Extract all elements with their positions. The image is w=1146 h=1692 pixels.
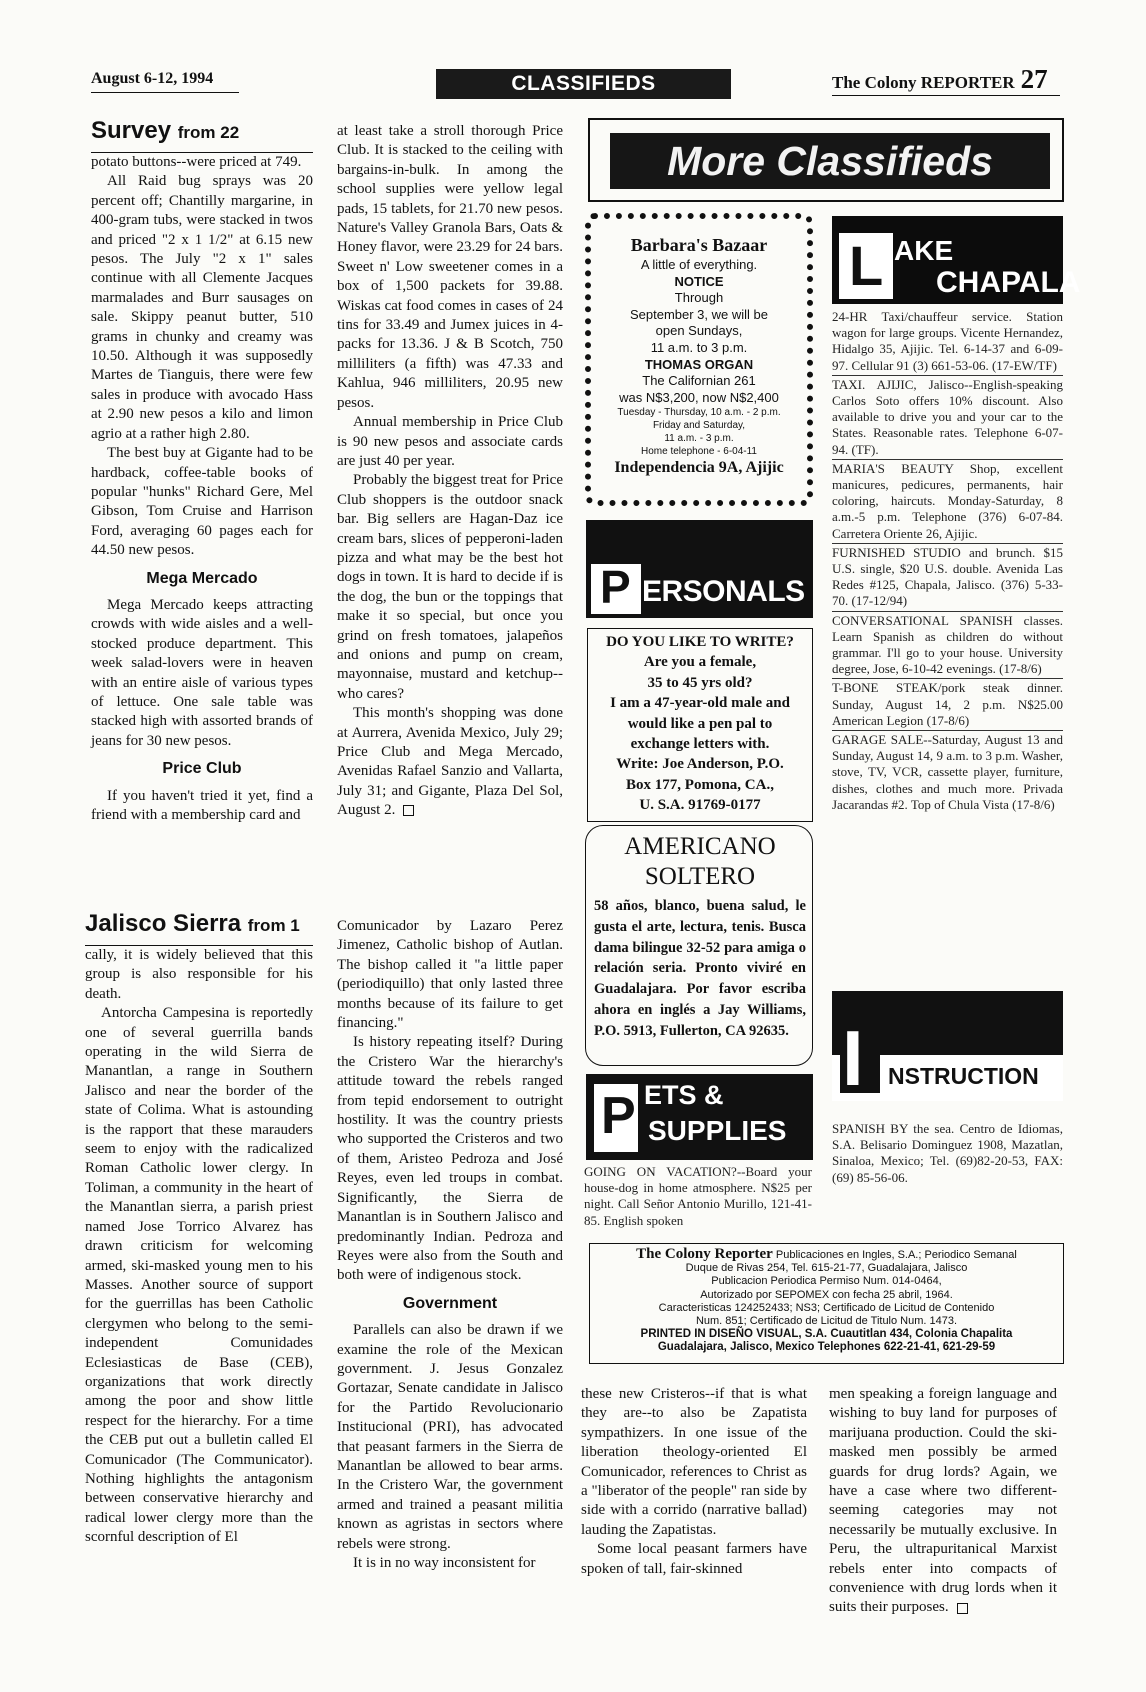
instruction-ad-text: SPANISH BY the sea. Centro de Idiomas, S.A. Belisario Dominguez 1908, Mazatlan, Sinaloa, Mexico; Tel. (69)82-20-53, FAX: (69) 85-56-06. <box>832 1121 1063 1185</box>
bazaar-hours: 11 a.m. - 3 p.m. <box>664 433 734 445</box>
imprint-line: Autorizado por SEPOMEX con fecha 25 abril, 1964. <box>700 1288 953 1301</box>
imprint-line: Duque de Rivas 254, Tel. 615-21-77, Guadalajara, Jalisco <box>685 1262 968 1275</box>
instruction-header <box>832 991 1063 1101</box>
article-paragraph: these new Cristeros--if that is what they are--to also be Zapatista sympathizers. In one issue of the liberation theology-oriented El Comunicador, references to Christ as a "liberator of the people" ran side by side with a corrido (narrative ballad) lauding the Zapatistas. <box>581 1386 807 1538</box>
paper-underline <box>832 95 1060 96</box>
article-paragraph: Parallels can also be drawn if we examine the role of the Mexican government. J. Jesus Gonzalez Gortazar, Senate candidate in Jalisco for the Partido Revolucionario Institucional (PRI), has advocated that peasant farmers in the Sierra de Manantlan be allowed to bear arms. In the Cristero War, the government armed and trained a peasant militia known as agristas in sectors where rebels were strong. <box>337 1322 563 1552</box>
jalisco-heading-text: Jalisco Sierra <box>85 910 242 937</box>
survey-heading-text: Survey <box>91 117 172 144</box>
survey-jump: from 22 <box>177 123 240 142</box>
jalisco-column-4 <box>829 1385 1057 1635</box>
pets-supplies-header <box>586 1074 813 1160</box>
personal-line: I am a 47-year-old male and <box>610 695 790 712</box>
pets-word: ETS & <box>644 1080 724 1110</box>
survey-column-1 <box>91 116 313 864</box>
instruction-initial: I <box>842 1014 864 1102</box>
ad-body: 58 años, blanco, buena salud, le gusta el arte, lectura, tenis. Busca dama bilingue 32-52 para amiga o relación seria. Pronto viviré en Guadalajara. Por favor escriba ahora en inglés a Jay Williams, P.O. 5913, Fullerton, CA 92635. <box>594 898 806 1039</box>
personal-line: Are you a female, <box>643 654 757 671</box>
pets-initial: P <box>601 1087 636 1145</box>
personals-word: ERSONALS <box>642 575 805 608</box>
article-paragraph: Some local peasant farmers have spoken of tall, fair-skinned <box>581 1541 807 1577</box>
jalisco-jump: from 1 <box>247 916 300 935</box>
imprint-paper-name: The Colony Reporter <box>636 1246 773 1262</box>
jalisco-column-3 <box>581 1385 807 1625</box>
more-classifieds-banner: More Classifieds <box>610 133 1050 189</box>
survey-heading <box>91 116 313 148</box>
pets-ad-text: GOING ON VACATION?--Board your house-dog in home atmosphere. N$25 per night. Call Señor Antonio Murillo, 121-41-85. English spoken <box>584 1164 812 1228</box>
classified-ad: FURNISHED STUDIO and brunch. $15 U.S. single, $20 U.S. double. Avenida Las Redes #125, Chapala, Jalisco. (376) 5-33-70. (17-12/94) <box>832 544 1063 612</box>
article-paragraph: Comunicador by Lazaro Perez Jimenez, Catholic bishop of Autlan. The bishop called it "a little paper (periodiquillo) that only lasted three months because of its failure to get financing." <box>337 918 563 1032</box>
imprint-line: Num. 851; Certificado de Licitud de Titulo Num. 1473. <box>695 1315 958 1328</box>
personal-ad <box>587 628 813 822</box>
imprint-title-line <box>590 1248 1063 1262</box>
paper-name <box>832 64 1048 95</box>
lake-initial: L <box>849 234 884 297</box>
article-paragraph: If you haven't tried it yet, find a friend with a membership card and <box>91 787 313 823</box>
lake-word: AKE <box>894 235 954 266</box>
lake-chapala-header <box>832 216 1081 304</box>
pets-ad <box>584 1163 812 1237</box>
bazaar-price: was N$3,200, now N$2,400 <box>619 389 779 405</box>
article-paragraph: potato buttons--were priced at 749. <box>91 154 302 170</box>
jalisco-column-2 <box>337 917 563 1629</box>
personal-line: 35 to 45 yrs old? <box>647 674 753 691</box>
personal-line: Write: Joe Anderson, P.O. <box>616 756 784 773</box>
end-mark <box>403 805 414 816</box>
personals-initial: P <box>600 561 631 613</box>
article-paragraph <box>337 704 563 820</box>
article-paragraph <box>829 1385 1057 1618</box>
imprint-line: Caracteristicas 124252433; NS3; Certificado de Licitud de Contenido <box>658 1301 995 1314</box>
classified-ad: CONVERSATIONAL SPANISH classes. Learn Spanish as children do without grammar. I'll go to your house. University degree, Jose, 6-10-42 evenings. (17-8/6) <box>832 612 1063 680</box>
imprint-contact: Guadalajara, Jalisco, Mexico Telephones 622-21-41, 621-29-59 <box>657 1341 996 1354</box>
bazaar-line: open Sundays, <box>655 323 743 339</box>
personal-line: exchange letters with. <box>630 736 770 753</box>
lake-chapala-ads <box>832 308 1063 980</box>
bazaar-phone: Home telephone - 6-04-11 <box>641 446 757 458</box>
ad-title: AMERICANO <box>624 833 776 860</box>
bazaar-line: 11 a.m. to 3 p.m. <box>650 339 748 355</box>
bazaar-item: THOMAS ORGAN <box>644 356 754 372</box>
publisher-imprint <box>589 1243 1064 1364</box>
article-paragraph: Annual membership in Price Club is 90 new pesos and associate cards are just 40 per year. <box>337 414 563 469</box>
article-paragraph: cally, it is widely believed that this group is also responsible for his death. <box>85 947 313 1002</box>
bazaar-line: The Californian 261 <box>642 373 756 389</box>
bazaar-line: September 3, we will be <box>629 306 768 322</box>
article-paragraph: at least take a stroll thorough Price Club. It is stacked to the ceiling with bargains-in-bulk. In among the school supplies were yellow legal pads, 15 tablets, for 21.70 new pesos. Nature's Valley Granola Bars, Oats & Honey flavor, were 23.29 for 24 bars. Sweet n' Low sweetener comes in a box of 1,500 packets for 39.88. Wiskas cat food comes in cases of 24 tins for 33.49 and Jumex juices in 4-packs for 13.36. J & B Scotch, 750 milliliters (a fifth) was 47.33 and Kahlua, 946 milliliters, 20.95 new pesos. <box>337 123 563 411</box>
article-paragraph: Antorcha Campesina is reportedly one of several guerrilla bands operating in the wild Sierra de Manantlan, a range in Southern Jalisco and near the border of the state of Colima. What is astounding is the rapport that these marauders seem to enjoy with the radicalized Roman Catholic lower clergy. In Toliman, a community in the heart of the Manantlan sierra, a parish priest named Jose Torrico Alvarez has drawn criticism for welcoming armed, ski-masked young men to his Masses. Another source of support for the guerrillas has been Catholic clergymen who belong to the semi-independent Comunidades Eclesiasticas de Base (CEB), organizations that work directly among the poor and show little respect for the hierarchy. For a time the CEB put out a bulletin called El Comunicador (The Communicator). Nothing highlights the antagonism between conservative hierarchy and radical lower clergy more than the scornful description of El <box>85 1005 313 1546</box>
personals-initial-box <box>591 561 641 614</box>
classified-ad: T-BONE STEAK/pork steak dinner. Sunday, August 14, 2 p.m. N$25.00 American Legion (17-8/6) <box>832 679 1063 731</box>
article-paragraph: It is in no way inconsistent for <box>353 1555 536 1571</box>
instruction-initial-cap <box>840 1014 880 1102</box>
article-paragraph: The best buy at Gigante had to be hardback, coffee-table books of popular "hunks" Richard Gere, Mel Gibson, Tom Cruise and Harrison Ford, averaging 60 pages each for 44.50 new pesos. <box>91 445 313 559</box>
issue-date: August 6-12, 1994 <box>91 70 214 87</box>
classified-ad: MARIA'S BEAUTY Shop, excellent manicures, pedicures, permanents, hair coloring, haircuts. Monday-Saturday, 8 a.m.-5 p.m. Telephone (376) 6-07-84. Carretera Oriente 26, Ajijic. <box>832 460 1063 544</box>
americano-soltero-ad <box>585 825 813 1066</box>
lake-word: CHAPALA <box>936 266 1081 299</box>
bazaar-line: A little of everything. <box>640 257 758 272</box>
personal-line: Box 177, Pomona, CA., <box>626 776 774 793</box>
imprint-publisher: Publicaciones en Ingles, S.A.; Periodico Semanal <box>775 1249 1017 1261</box>
page-number: 27 <box>1020 64 1048 94</box>
lake-initial-box <box>839 233 893 299</box>
jalisco-column-1 <box>85 909 313 1627</box>
date-underline <box>91 92 239 93</box>
survey-column-2 <box>337 122 563 900</box>
personal-line: would like a pen pal to <box>627 715 773 732</box>
classified-ad: GARAGE SALE--Saturday, August 13 and Sunday, August 14, 9 a.m. to 3 p.m. Washer, stove, TV, VCR, cassette player, furniture, dishes, clothes and much more. Privada Jacarandas #2. Top of Chula Vista (17-8/6) <box>832 732 1063 812</box>
classified-ad: 24-HR Taxi/chauffeur service. Station wagon for large groups. Vicente Hernandez, Hidalgo 35, Ajijic. Tel. 6-14-37 and 6-09-97. Cellular 91 (3) 661-53-06. (17-EW/TF) <box>832 308 1063 376</box>
pets-initial-box <box>594 1084 638 1152</box>
bazaar-name: Barbara's Bazaar <box>630 235 768 255</box>
subhead-government: Government <box>402 1294 498 1312</box>
instruction-ad <box>832 1120 1063 1214</box>
bazaar-line: Through <box>674 290 724 306</box>
article-text: This month's shopping was done at Aurrera, Avenida Mexico, July 29; Price Club and Mega Mercado, Avenidas Rafael Sanzio and Vallarta, July 31; and Gigante, Plaza Del Sol, August 2. <box>337 705 563 819</box>
bazaar-hours: Friday and Saturday, <box>652 420 746 432</box>
jalisco-heading <box>85 909 313 941</box>
article-text: men speaking a foreign language and wishing to buy land for purposes of marijuana production. Could the ski-masked men possibly be armed guards for drug lords? Again, we have a case where two different-seeming categories may not necessarily be mutually exclusive. In Peru, the ultrapuritanical Marxist rebels enter into compacts of convenience with drug lords when it suits their purposes. <box>829 1386 1057 1616</box>
article-paragraph: Mega Mercado keeps attracting crowds with wide aisles and a well-stocked produce department. This week salad-lovers were in heaven with an entire aisle of various types of lettuce. One sale table was stacked high with assorted brands of jeans for 30 new pesos. <box>91 596 313 749</box>
article-paragraph: Probably the biggest treat for Price Club shoppers is the outdoor snack bar. Big sellers are Hagan-Daz ice cream bars, slices of pepperoni-laden pizza and what may be the best hot dogs in town. It is hard to decide if is the dog, the bun or the toppings that make it so special, but once you grind on fresh tomatoes, jalapeños and onions and pump on cream, mayonnaise, mustard and ketchup--who cares? <box>337 472 563 702</box>
classified-ad: TAXI. AJIJIC, Jalisco--English-speaking Carlos Soto offers 10% discount. Also available to drive you and your car to the States. Reasonable rates. Telephone 6-07-94. (TF). <box>832 376 1063 460</box>
personals-header <box>586 520 813 618</box>
bazaar-address: Independencia 9A, Ajijic <box>614 459 784 477</box>
instruction-word: NSTRUCTION <box>888 1063 1039 1089</box>
article-paragraph: Is history repeating itself? During the Cristero War the hierarchy's attitude toward the rebels ranged from tepid endorsement to outright hostility. It was the country priests who supported the Cristeros and two of them, Aristeo Pedroza and José Reyes, even led troups in combat. Significantly, the Sierra de Manantlan is in Southern Jalisco and predominantly Indian. Pedroza and Reyes were also from the South and both were of indigenous stock. <box>337 1034 563 1284</box>
ad-title: SOLTERO <box>644 863 756 890</box>
subhead-mega-mercado: Mega Mercado <box>146 569 258 587</box>
bazaar-notice: NOTICE <box>674 273 724 289</box>
article-paragraph: All Raid bug sprays was 20 percent off; Chantilly margarine, in 400-gram tubs, were stacked in twos and priced "2 x 1 1/2" at 6.15 new pesos. The July "2 x 1" sales continue with all Clemente Jacques marmalades and Burr sausages on sale. Skippy peanut butter, 510 grams in chunky and creamy was 10.50. Although it was supposedly Martes de Tianguis, there were few sales in produce with avocado Hass at 2.90 new pesos a kilo and limon agrio at a rather high 2.80. <box>91 173 313 442</box>
imprint-printer: PRINTED IN DISEÑO VISUAL, S.A. Cuautitlan 434, Colonia Chapalita <box>640 1328 1013 1341</box>
end-mark <box>957 1603 968 1614</box>
bazaar-hours: Tuesday - Thursday, 10 a.m. - 2 p.m. <box>617 407 781 419</box>
paper-title: The Colony REPORTER <box>832 73 1015 92</box>
barbaras-bazaar-ad <box>585 213 813 506</box>
personal-line: U. S.A. 91769-0177 <box>639 797 761 814</box>
personal-line: DO YOU LIKE TO WRITE? <box>606 634 794 650</box>
section-banner: CLASSIFIEDS <box>436 69 731 99</box>
pets-word: SUPPLIES <box>648 1115 787 1146</box>
subhead-price-club: Price Club <box>162 760 242 778</box>
imprint-line: Publicacion Periodica Permiso Num. 014-0464, <box>711 1275 942 1288</box>
